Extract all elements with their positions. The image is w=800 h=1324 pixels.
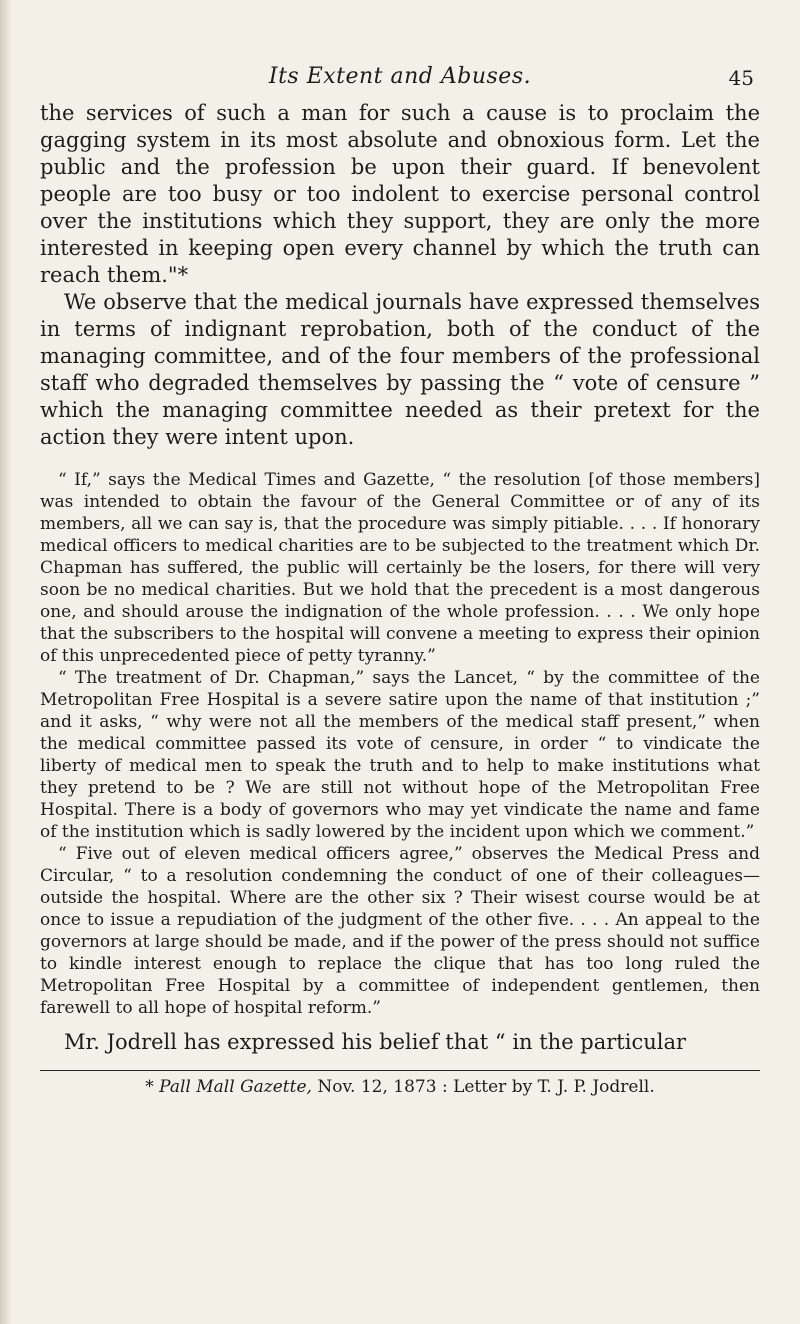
body-text: [40, 100, 760, 451]
quote-medical-times: “ If,” says the Medical Times and Gazette, “ the resolution [of those members] was intended to obtain the favour of the General Committee or of any of its members, all we can say is, that the procedure was simply pitiable. . . . If honorary medical officers to medical charities are to be subjected to the treatment which Dr. Chapman has suffered, the public will certainly be the losers, for there will very soon be no medical charities. But we hold that the precedent is a most dangerous one, and should arouse the indignation of the whole profession. . . . We only hope that the subscribers to the hospital will convene a meeting to express their opinion of this unprecedented piece of petty tyranny.”: [40, 470, 760, 666]
running-head: [40, 64, 760, 100]
quote-lancet: “ The treatment of Dr. Chapman,” says the Lancet, “ by the committee of the Metropolitan Free Hospital is a severe satire upon the name of that institution ;” and it asks, “ why were not all the members of the medical staff present,” when the medical committee passed its vote of censure, in order “ to vindicate the liberty of medical men to speak the truth and to help to make institutions what they pretend to be ? We are still not without hope of the Metropolitan Free Hospital. There is a body of governors who may yet vindicate the name and fame of the institution which is sadly lowered by the incident upon which we comment.”: [40, 668, 760, 842]
footnote-detail: Nov. 12, 1873 : Letter by T. J. P. Jodrell.: [317, 1077, 655, 1097]
body-paragraph-1: the services of such a man for such a cause is to proclaim the gagging system in its most absolute and obnoxious form. Let the public and the profession be upon their guard. If benevolent people are too busy or too indolent to exercise personal control over the institutions which they support, they are only the more interested in keeping open every channel by which the truth can reach them."*: [40, 101, 760, 287]
page-edge-shadow: [0, 0, 12, 1324]
page-number: 45: [728, 66, 754, 90]
running-head-title: Its Extent and Abuses.: [268, 64, 532, 89]
footnote-marker: *: [145, 1077, 154, 1097]
body-paragraph-2: We observe that the medical journals have expressed themselves in terms of indignant reprobation, both of the conduct of the managing committee, and of the four members of the professional staff who degraded themselves by passing the “ vote of censure ” which the managing committee needed as their pretext for the action they were intent upon.: [40, 290, 760, 449]
book-page: [40, 64, 760, 1097]
footnote-rule: [40, 1070, 760, 1071]
quoted-extracts: [40, 469, 760, 1019]
footnote-source: Pall Mall Gazette,: [159, 1077, 312, 1097]
quote-medical-press: “ Five out of eleven medical officers agree,” observes the Medical Press and Circular, “ to a resolution condemning the conduct of one of their colleagues—outside the hospital. Where are the other six ? Their wisest course would be at once to issue a repudiation of the judgment of the other five. . . . An appeal to the governors at large should be made, and if the power of the press should not suffice to kindle interest enough to replace the clique that has too long ruled the Metropolitan Free Hospital by a committee of independent gentlemen, then farewell to all hope of hospital reform.”: [40, 844, 760, 1018]
continuation-paragraph: Mr. Jodrell has expressed his belief that “ in the particular: [64, 1030, 687, 1054]
footnote: [40, 1077, 760, 1097]
